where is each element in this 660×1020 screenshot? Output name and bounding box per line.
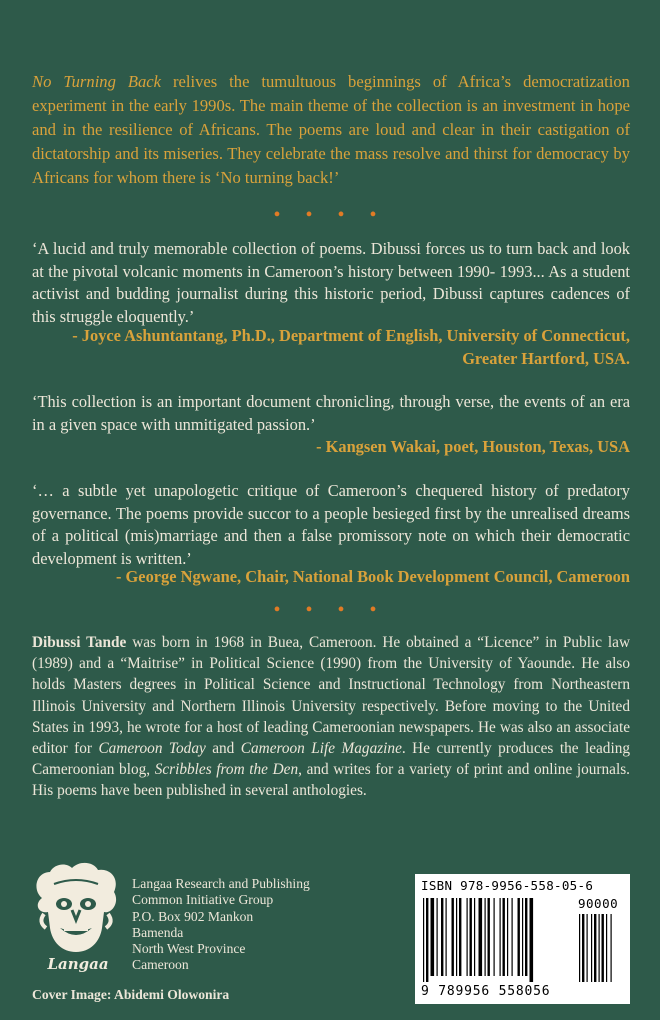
address-line: P.O. Box 902 Mankon: [132, 908, 254, 924]
barcode-bar: [456, 898, 457, 976]
section-separator: • • • •: [273, 599, 387, 621]
barcode-bar: [512, 898, 513, 976]
review-quote-3: ‘… a subtle yet unapologetic critique of Cameroon’s chequered history of predatory governance. The poems provide succor to a people besieged first by the unrealised dreams of a political (mis)marriage and then a false promissory note on which their democratic development is written.’: [32, 481, 630, 568]
barcode-bar: [518, 898, 520, 976]
addon-bar: [582, 914, 584, 982]
barcode-bar: [423, 898, 424, 982]
author-name: Dibussi Tande: [32, 634, 127, 651]
barcode-bar: [525, 898, 527, 976]
publisher-logo-word: Langaa: [47, 955, 109, 973]
barcode-bar: [479, 898, 483, 976]
bio-text: and: [205, 740, 241, 758]
barcode-bar: [470, 898, 472, 976]
barcode-bar: [459, 898, 461, 976]
barcode-bar: [485, 898, 486, 976]
book-blurb: [32, 70, 630, 190]
langaa-logo-icon: [28, 858, 124, 970]
address-line: Bamenda: [132, 924, 184, 940]
blog-title: Scribbles from the Den: [154, 761, 299, 779]
bio-text: . He currently produces the leading Cameroonian blog,: [32, 740, 630, 779]
barcode-bar: [452, 898, 454, 976]
review-quote-2: ‘This collection is an important document chronicling, through verse, the events of an era in a given space with unmitigated passion.’: [32, 392, 630, 434]
address-line: North West Province: [132, 941, 246, 957]
barcode-bar: [522, 898, 523, 976]
address-line: Langaa Research and Publishing: [132, 876, 310, 891]
addon-bar: [594, 914, 596, 982]
addon-bar: [606, 914, 607, 982]
barcode-bar: [494, 898, 495, 976]
barcode-bar: [426, 898, 428, 982]
review-attribution-3: - George Ngwane, Chair, National Book Development Council, Cameroon: [115, 567, 630, 586]
address-line: Cameroon: [132, 957, 189, 973]
publication-title: Cameroon Today: [98, 740, 206, 758]
barcode-bar: [437, 898, 438, 976]
barcode-bar: [503, 898, 505, 976]
barcode-bar: [507, 898, 508, 976]
addon-bar: [602, 914, 604, 982]
book-title: No Turning Back: [32, 72, 162, 91]
barcode-bar: [431, 898, 435, 976]
addon-bar: [599, 914, 600, 982]
bio-text: , and writes for a variety of print and online journals. His poems have been published in several anthologies.: [32, 761, 630, 800]
section-separator: • • • •: [273, 204, 387, 226]
blurb-text: relives the tumultuous beginnings of Africa’s democratization experiment in the early 1990s. The main theme of the collection is an investment in hope and in the resilience of Africans. The poems are loud and clear in their castigation of dictatorship and its miseries. They celebrate the mass resolve and thirst for democracy by Africans for whom there is ‘No turning back!’: [32, 72, 630, 187]
author-bio: [32, 632, 630, 802]
barcode-bar: [488, 898, 490, 976]
barcode-bar: [530, 898, 534, 982]
address-line: Common Initiative Group: [132, 892, 274, 908]
addon-bar: [579, 914, 580, 982]
isbn-barcode: [415, 874, 630, 1004]
review-attribution-1: - Joyce Ashuntantang, Ph.D., Department of English, University of Connecticut, Greater Hartford, USA.: [72, 326, 630, 368]
barcode-bar: [474, 898, 475, 976]
barcode-bar: [500, 898, 501, 976]
ean-digits: 9 789956 558056: [421, 984, 551, 999]
bio-text: was born in 1968 in Buea, Cameroon. He obtained a “Licence” in Public law (1989) and a “Maitrise” in Political Science (1990) from the University of Yaounde. He also holds Masters degrees in Political Science and Instructional Technology from Northeastern Illinois University and Northern Illinois University respectively. Before moving to the United States in 1993, he wrote for a host of leading Cameroonian newspapers. He was also an associate editor for: [32, 634, 630, 758]
review-quote-1: ‘A lucid and truly memorable collection of poems. Dibussi forces us to turn back and look at the pivotal volcanic moments in Cameroon’s history between 1990- 1993... As a student activist and budding journalist during this historic period, Dibussi captures cadences of this struggle eloquently.’: [32, 239, 630, 326]
barcode-bar: [441, 898, 443, 976]
barcode-addon: 90000: [578, 896, 619, 911]
isbn-label: ISBN 978-9956-558-05-6: [421, 878, 594, 893]
review-attribution-2: - Kangsen Wakai, poet, Houston, Texas, USA: [316, 437, 630, 456]
barcode-bar: [446, 898, 447, 976]
barcode-bar: [467, 898, 468, 976]
addon-bar: [591, 914, 592, 982]
addon-bar: [587, 914, 588, 982]
publication-title: Cameroon Life Magazine: [240, 740, 402, 758]
cover-image-credit: Cover Image: Abidemi Olowonira: [32, 987, 230, 1002]
publisher-address: [132, 876, 310, 974]
addon-bar: [611, 914, 612, 982]
